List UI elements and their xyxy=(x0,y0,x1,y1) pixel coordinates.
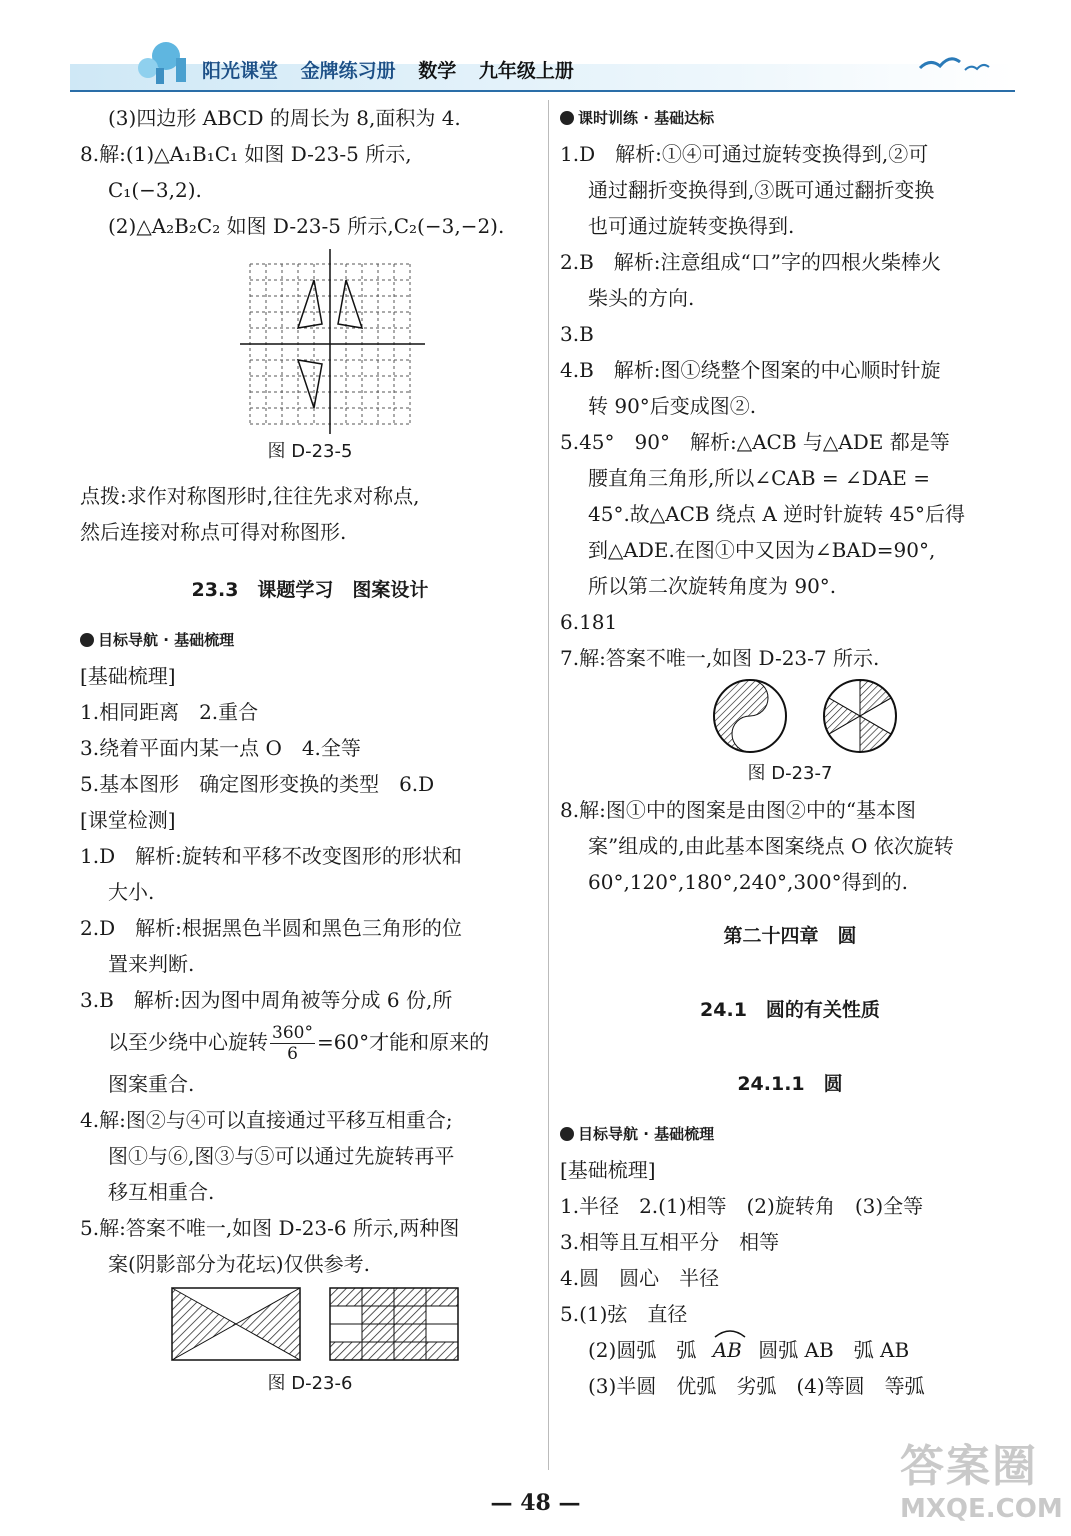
watermark-url: MXQE.COM xyxy=(900,1494,1063,1524)
subsection-head: [基础梳理] xyxy=(80,664,176,688)
header-title xyxy=(202,56,590,83)
text-line: 5.解:答案不唯一,如图 D-23-6 所示,两种图 xyxy=(80,1216,460,1240)
text-line: 所以第二次旋转角度为 90°. xyxy=(588,574,837,598)
text-line: 移互相重合. xyxy=(108,1180,215,1204)
text-line: 大小. xyxy=(108,880,155,904)
text-line: 1.D 解析:①④可通过旋转变换得到,②可 xyxy=(560,142,929,166)
fraction-denominator: 6 xyxy=(287,1044,298,1064)
subsection-head: [基础梳理] xyxy=(560,1158,656,1182)
book-name: 金牌练习册 xyxy=(300,60,396,82)
text-line: 3.B xyxy=(560,322,594,346)
text-line: 2.B 解析:注意组成“口”字的四根火柴棒火 xyxy=(560,250,941,274)
text-line: 4.解:图②与④可以直接通过平移互相重合; xyxy=(80,1108,453,1132)
arc-mark-icon xyxy=(713,1328,747,1338)
text-line: 2.D 解析:根据黑色半圆和黑色三角形的位 xyxy=(80,916,462,940)
subsection-head: [课堂检测] xyxy=(80,808,176,832)
page-number: — 48 — xyxy=(490,1490,581,1516)
text-line: 腰直角三角形,所以∠CAB = ∠DAE = xyxy=(588,466,930,490)
text-line: 置来判断. xyxy=(108,952,195,976)
subsection-title: 24.1.1 圆 xyxy=(737,1073,843,1095)
text-line: 4.B 解析:图①绕整个图案的中心顺时针旋 xyxy=(560,358,941,382)
watermark xyxy=(900,1430,1063,1525)
text-line: 图①与⑥,图③与⑤可以通过先旋转再平 xyxy=(108,1144,455,1168)
figure-d-23-7 xyxy=(560,676,1020,756)
section-tag xyxy=(560,100,1020,136)
garden-patterns-figure xyxy=(170,1286,500,1364)
text-line: (3)半圆 优弧 劣弧 (4)等圆 等弧 xyxy=(588,1374,925,1398)
grade: 九年级上册 xyxy=(478,60,574,82)
text-line: 转 90°后变成图②. xyxy=(588,394,757,418)
section-title: 24.1 圆的有关性质 xyxy=(700,999,880,1021)
text-line: 5.基本图形 确定图形变换的类型 6.D xyxy=(80,772,435,796)
text-line: 5.(1)弦 直径 xyxy=(560,1302,688,1326)
tag-label: 目标导航 · 基础梳理 xyxy=(578,1125,715,1143)
text-fragment: (2)圆弧 弧 xyxy=(588,1338,697,1362)
text-line: 图案重合. xyxy=(108,1072,195,1096)
page-header xyxy=(70,30,1015,92)
figure-d-23-5 xyxy=(80,244,540,434)
header-decoration-icon xyxy=(126,34,206,86)
tag-marker-icon xyxy=(560,1127,574,1141)
text-line-with-arc xyxy=(560,1332,1020,1368)
text-line: (2)△A₂B₂C₂ 如图 D-23-5 所示,C₂(−3,−2). xyxy=(108,214,505,238)
left-column xyxy=(80,100,540,1402)
text-fragment: 圆弧 AB 弧 AB xyxy=(758,1338,910,1362)
text-line: 6.181 xyxy=(560,610,618,634)
text-line: 8.解:(1)△A₁B₁C₁ 如图 D-23-5 所示, xyxy=(80,142,412,166)
text-line: 5.45° 90° 解析:△ACB 与△ADE 都是等 xyxy=(560,430,950,454)
figure-caption: 图 D-23-6 xyxy=(267,1373,353,1394)
circle-patterns-figure xyxy=(710,676,920,756)
text-line: 7.解:答案不唯一,如图 D-23-7 所示. xyxy=(560,646,880,670)
text-line: 60°,120°,180°,240°,300°得到的. xyxy=(588,870,908,894)
watermark-text: 答案圈 xyxy=(900,1441,1038,1492)
text-fragment: =60°才能和原来的 xyxy=(316,1030,490,1054)
arc-label: AB xyxy=(712,1338,742,1362)
text-line: 1.半径 2.(1)相等 (2)旋转角 (3)全等 xyxy=(560,1194,924,1218)
chapter-title: 第二十四章 圆 xyxy=(723,925,857,947)
figure-caption: 图 D-23-7 xyxy=(747,763,833,784)
text-line: C₁(−3,2). xyxy=(108,178,202,202)
subject: 数学 xyxy=(418,60,457,82)
hint-line xyxy=(80,478,540,514)
section-tag xyxy=(80,622,540,658)
column-divider xyxy=(548,100,549,1470)
text-line: 4.圆 圆心 半径 xyxy=(560,1266,720,1290)
hint-text: 点拨:求作对称图形时,往往先求对称点, xyxy=(80,484,420,508)
text-line: 通过翻折变换得到,③既可通过翻折变换 xyxy=(588,178,935,202)
text-line: 1.D 解析:旋转和平移不改变图形的形状和 xyxy=(80,844,462,868)
figure-d-23-6 xyxy=(80,1282,540,1366)
text-line: 8.解:图①中的图案是由图②中的“基本图 xyxy=(560,798,917,822)
text-line: (3)四边形 ABCD 的周长为 8,面积为 4. xyxy=(108,106,461,130)
text-line: 案”组成的,由此基本图案绕点 O 依次旋转 xyxy=(588,834,954,858)
series-name: 阳光课堂 xyxy=(202,60,279,82)
text-line: 45°.故△ACB 绕点 A 逆时针旋转 45°后得 xyxy=(588,502,965,526)
arc-notation xyxy=(713,1332,742,1368)
tag-label: 课时训练 · 基础达标 xyxy=(578,109,715,127)
text-line: 也可通过旋转变换得到. xyxy=(588,214,795,238)
text-line: 案(阴影部分为花坛)仅供参考. xyxy=(108,1252,370,1276)
text-line: 3.B 解析:因为图中周角被等分成 6 份,所 xyxy=(80,988,453,1012)
text-line: 柴头的方向. xyxy=(588,286,695,310)
section-tag xyxy=(560,1116,1020,1152)
text-fragment: 以至少绕中心旋转 xyxy=(108,1030,268,1054)
text-line: 1.相同距离 2.重合 xyxy=(80,700,259,724)
birds-icon xyxy=(915,40,1015,80)
coordinate-grid-figure xyxy=(240,244,430,434)
right-column xyxy=(560,100,1020,1404)
tag-marker-icon xyxy=(80,633,94,647)
tag-marker-icon xyxy=(560,111,574,125)
fraction xyxy=(270,1023,315,1064)
text-line: 3.绕着平面内某一点 O 4.全等 xyxy=(80,736,361,760)
fraction-numerator: 360° xyxy=(272,1023,313,1043)
tag-label: 目标导航 · 基础梳理 xyxy=(98,631,235,649)
text-line-with-fraction xyxy=(80,1018,540,1066)
figure-caption: 图 D-23-5 xyxy=(267,441,353,462)
text-line: 然后连接对称点可得对称图形. xyxy=(80,520,347,544)
text-line: 到△ADE.在图①中又因为∠BAD=90°, xyxy=(588,538,936,562)
section-title: 23.3 课题学习 图案设计 xyxy=(191,579,429,601)
text-line: 3.相等且互相平分 相等 xyxy=(560,1230,780,1254)
